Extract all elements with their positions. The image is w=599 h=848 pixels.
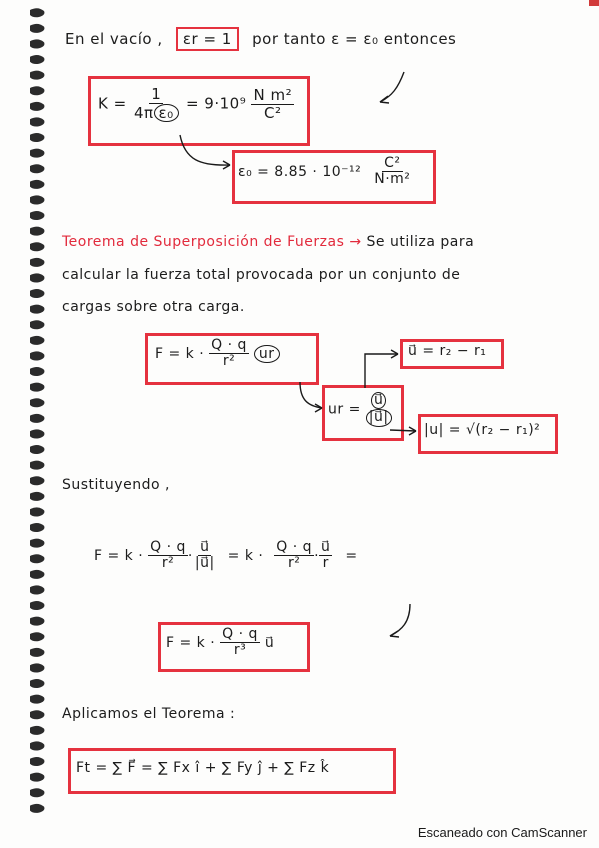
spiral-ring	[30, 258, 44, 267]
sub-frac-2	[274, 540, 314, 572]
force-equation	[155, 338, 280, 370]
sub-num-1: Q · q	[150, 539, 186, 555]
spiral-ring	[30, 336, 44, 345]
arrowhead-mod	[409, 427, 416, 435]
spiral-ring	[30, 133, 44, 142]
ur-circled: ur	[254, 345, 280, 363]
unit-vector-equation	[328, 392, 392, 427]
spiral-ring	[30, 461, 44, 470]
arrowhead-2	[390, 631, 399, 637]
spiral-ring	[30, 149, 44, 158]
spiral-ring	[30, 788, 44, 797]
sub-vec-2	[319, 540, 332, 572]
sub-den-2: r²	[287, 555, 301, 572]
epsilon-circled: ε₀	[154, 104, 179, 123]
mod-lhs: |u| =	[424, 422, 461, 438]
f-lhs: F = k ·	[155, 345, 205, 362]
therefore-text: por tanto ε = ε₀ entonces	[252, 30, 457, 48]
vacuum-text: En el vacío ,	[65, 30, 163, 48]
total-force-equation: Ft = ∑ F⃗ = ∑ Fx î + ∑ Fy ĵ + ∑ Fz k̂	[76, 760, 330, 776]
line-vacuum	[65, 30, 456, 48]
relative-permittivity-box: εr = 1	[176, 27, 239, 51]
spiral-ring	[30, 367, 44, 376]
u-circled: u⃗	[371, 392, 386, 409]
spiral-ring	[30, 617, 44, 626]
sub-lhs: F = k ·	[94, 547, 144, 564]
spiral-ring	[30, 8, 44, 17]
spiral-ring	[30, 679, 44, 688]
corner-mark	[589, 0, 599, 6]
final-denominator: r³	[233, 642, 247, 659]
k-lhs: K =	[98, 94, 127, 113]
f-numerator: Q · q	[211, 337, 247, 353]
spiral-ring	[30, 445, 44, 454]
f-denominator: r²	[222, 353, 236, 370]
spiral-ring	[30, 429, 44, 438]
sub-vec-den-2: r	[322, 555, 329, 572]
sub-mid: = k ·	[227, 547, 264, 564]
final-vector: u⃗	[264, 634, 275, 651]
final-lhs: F = k ·	[166, 634, 216, 651]
sub-num-2: Q · q	[276, 539, 313, 555]
spiral-ring	[30, 305, 44, 314]
substituting-label: Sustituyendo ,	[62, 477, 170, 493]
spiral-ring	[30, 398, 44, 407]
spiral-ring	[30, 648, 44, 657]
ur-lhs: ur =	[328, 401, 361, 418]
magnitude-equation	[424, 422, 540, 438]
spiral-ring	[30, 195, 44, 204]
spiral-ring	[30, 773, 44, 782]
spiral-ring	[30, 211, 44, 220]
arrow-u	[365, 354, 398, 388]
scanner-watermark: Escaneado con CamScanner	[417, 825, 587, 840]
spiral-ring	[30, 117, 44, 126]
sub-vec-num-2: u⃗	[321, 539, 331, 555]
spiral-ring	[30, 164, 44, 173]
k-den-prefix: 4π	[133, 103, 154, 122]
spiral-ring	[30, 726, 44, 735]
sub-vec-num-1: u⃗	[200, 539, 210, 555]
theorem-title: Teorema de Superposición de Fuerzas	[62, 234, 345, 250]
spiral-ring	[30, 71, 44, 80]
k-denominator	[132, 104, 181, 123]
final-numerator: Q · q	[222, 626, 258, 642]
sub-den-1: r²	[161, 555, 175, 572]
arrow-ur	[300, 382, 322, 408]
arrowhead-1	[380, 96, 389, 103]
k-numerator: 1	[151, 85, 162, 103]
spiral-binding	[0, 0, 60, 830]
spiral-ring	[30, 695, 44, 704]
spiral-ring	[30, 632, 44, 641]
spiral-ring	[30, 273, 44, 282]
sub-frac-1	[148, 540, 188, 572]
arrow-down-2	[390, 604, 410, 636]
arrowhead-ur	[315, 404, 322, 412]
spiral-ring	[30, 102, 44, 111]
spiral-ring	[30, 383, 44, 392]
spiral-ring	[30, 227, 44, 236]
permittivity-equation	[238, 156, 412, 188]
theorem-arrow: →	[349, 234, 362, 250]
spiral-ring	[30, 507, 44, 516]
spiral-ring	[30, 539, 44, 548]
theorem-intro: Se utiliza para	[366, 234, 475, 250]
theorem-line-3: cargas sobre otra carga.	[62, 299, 245, 315]
spiral-ring	[30, 242, 44, 251]
spiral-ring	[30, 476, 44, 485]
arrowhead-epsilon	[223, 161, 230, 169]
spiral-ring	[30, 710, 44, 719]
spiral-ring	[30, 289, 44, 298]
spiral-ring	[30, 585, 44, 594]
vector-u-equation: u⃗ = r₂ − r₁	[408, 343, 487, 359]
e0-value: ε₀ = 8.85 · 10⁻¹²	[238, 163, 362, 180]
spiral-ring	[30, 570, 44, 579]
e0-unit-den: N·m²	[374, 171, 411, 188]
f-fraction	[209, 338, 249, 370]
coulomb-constant-equation	[98, 86, 294, 122]
ur-fraction	[366, 392, 392, 427]
sub-vec-1	[193, 540, 217, 572]
abs-u-circled: |u⃗|	[366, 409, 392, 426]
k-unit-num: N m²	[253, 86, 293, 104]
spiral-ring	[30, 351, 44, 360]
spiral-ring	[30, 757, 44, 766]
substitution-equation: F = k · $\frac{Q \cdot q}{\text{r²}}$ · $\frac{u⃗}{|u⃗|}$ = k · $\frac{Q \cdot q}{\text{r²}}$ · $\frac{u⃗}{r}$ =	[94, 539, 358, 572]
spiral-ring	[30, 86, 44, 95]
applying-label: Aplicamos el Teorema :	[62, 706, 236, 722]
spiral-ring	[30, 39, 44, 48]
spiral-ring	[30, 601, 44, 610]
k-units	[251, 87, 294, 121]
spiral-ring	[30, 24, 44, 33]
k-fraction	[132, 86, 181, 122]
sub-vec-den-1: |u⃗|	[194, 555, 215, 572]
sub-end: =	[345, 547, 358, 564]
arrow-down-1	[380, 72, 404, 102]
k-value: = 9·10⁹	[185, 94, 247, 113]
spiral-ring	[30, 663, 44, 672]
mod-rhs: √(r₂ − r₁)²	[465, 422, 541, 438]
spiral-ring	[30, 741, 44, 750]
e0-unit-num: C²	[384, 155, 401, 171]
spiral-ring	[30, 320, 44, 329]
spiral-ring	[30, 180, 44, 189]
theorem-line-2: calcular la fuerza total provocada por un conjunto de	[62, 267, 461, 283]
spiral-ring	[30, 554, 44, 563]
spiral-ring	[30, 414, 44, 423]
arrowhead-u	[391, 350, 398, 358]
spiral-ring	[30, 55, 44, 64]
e0-units	[372, 156, 412, 188]
spiral-ring	[30, 523, 44, 532]
spiral-ring	[30, 492, 44, 501]
final-force-equation	[166, 627, 274, 659]
theorem-line-1	[62, 234, 474, 250]
k-unit-den: C²	[264, 103, 282, 122]
spiral-ring	[30, 804, 44, 813]
final-fraction	[220, 627, 260, 659]
